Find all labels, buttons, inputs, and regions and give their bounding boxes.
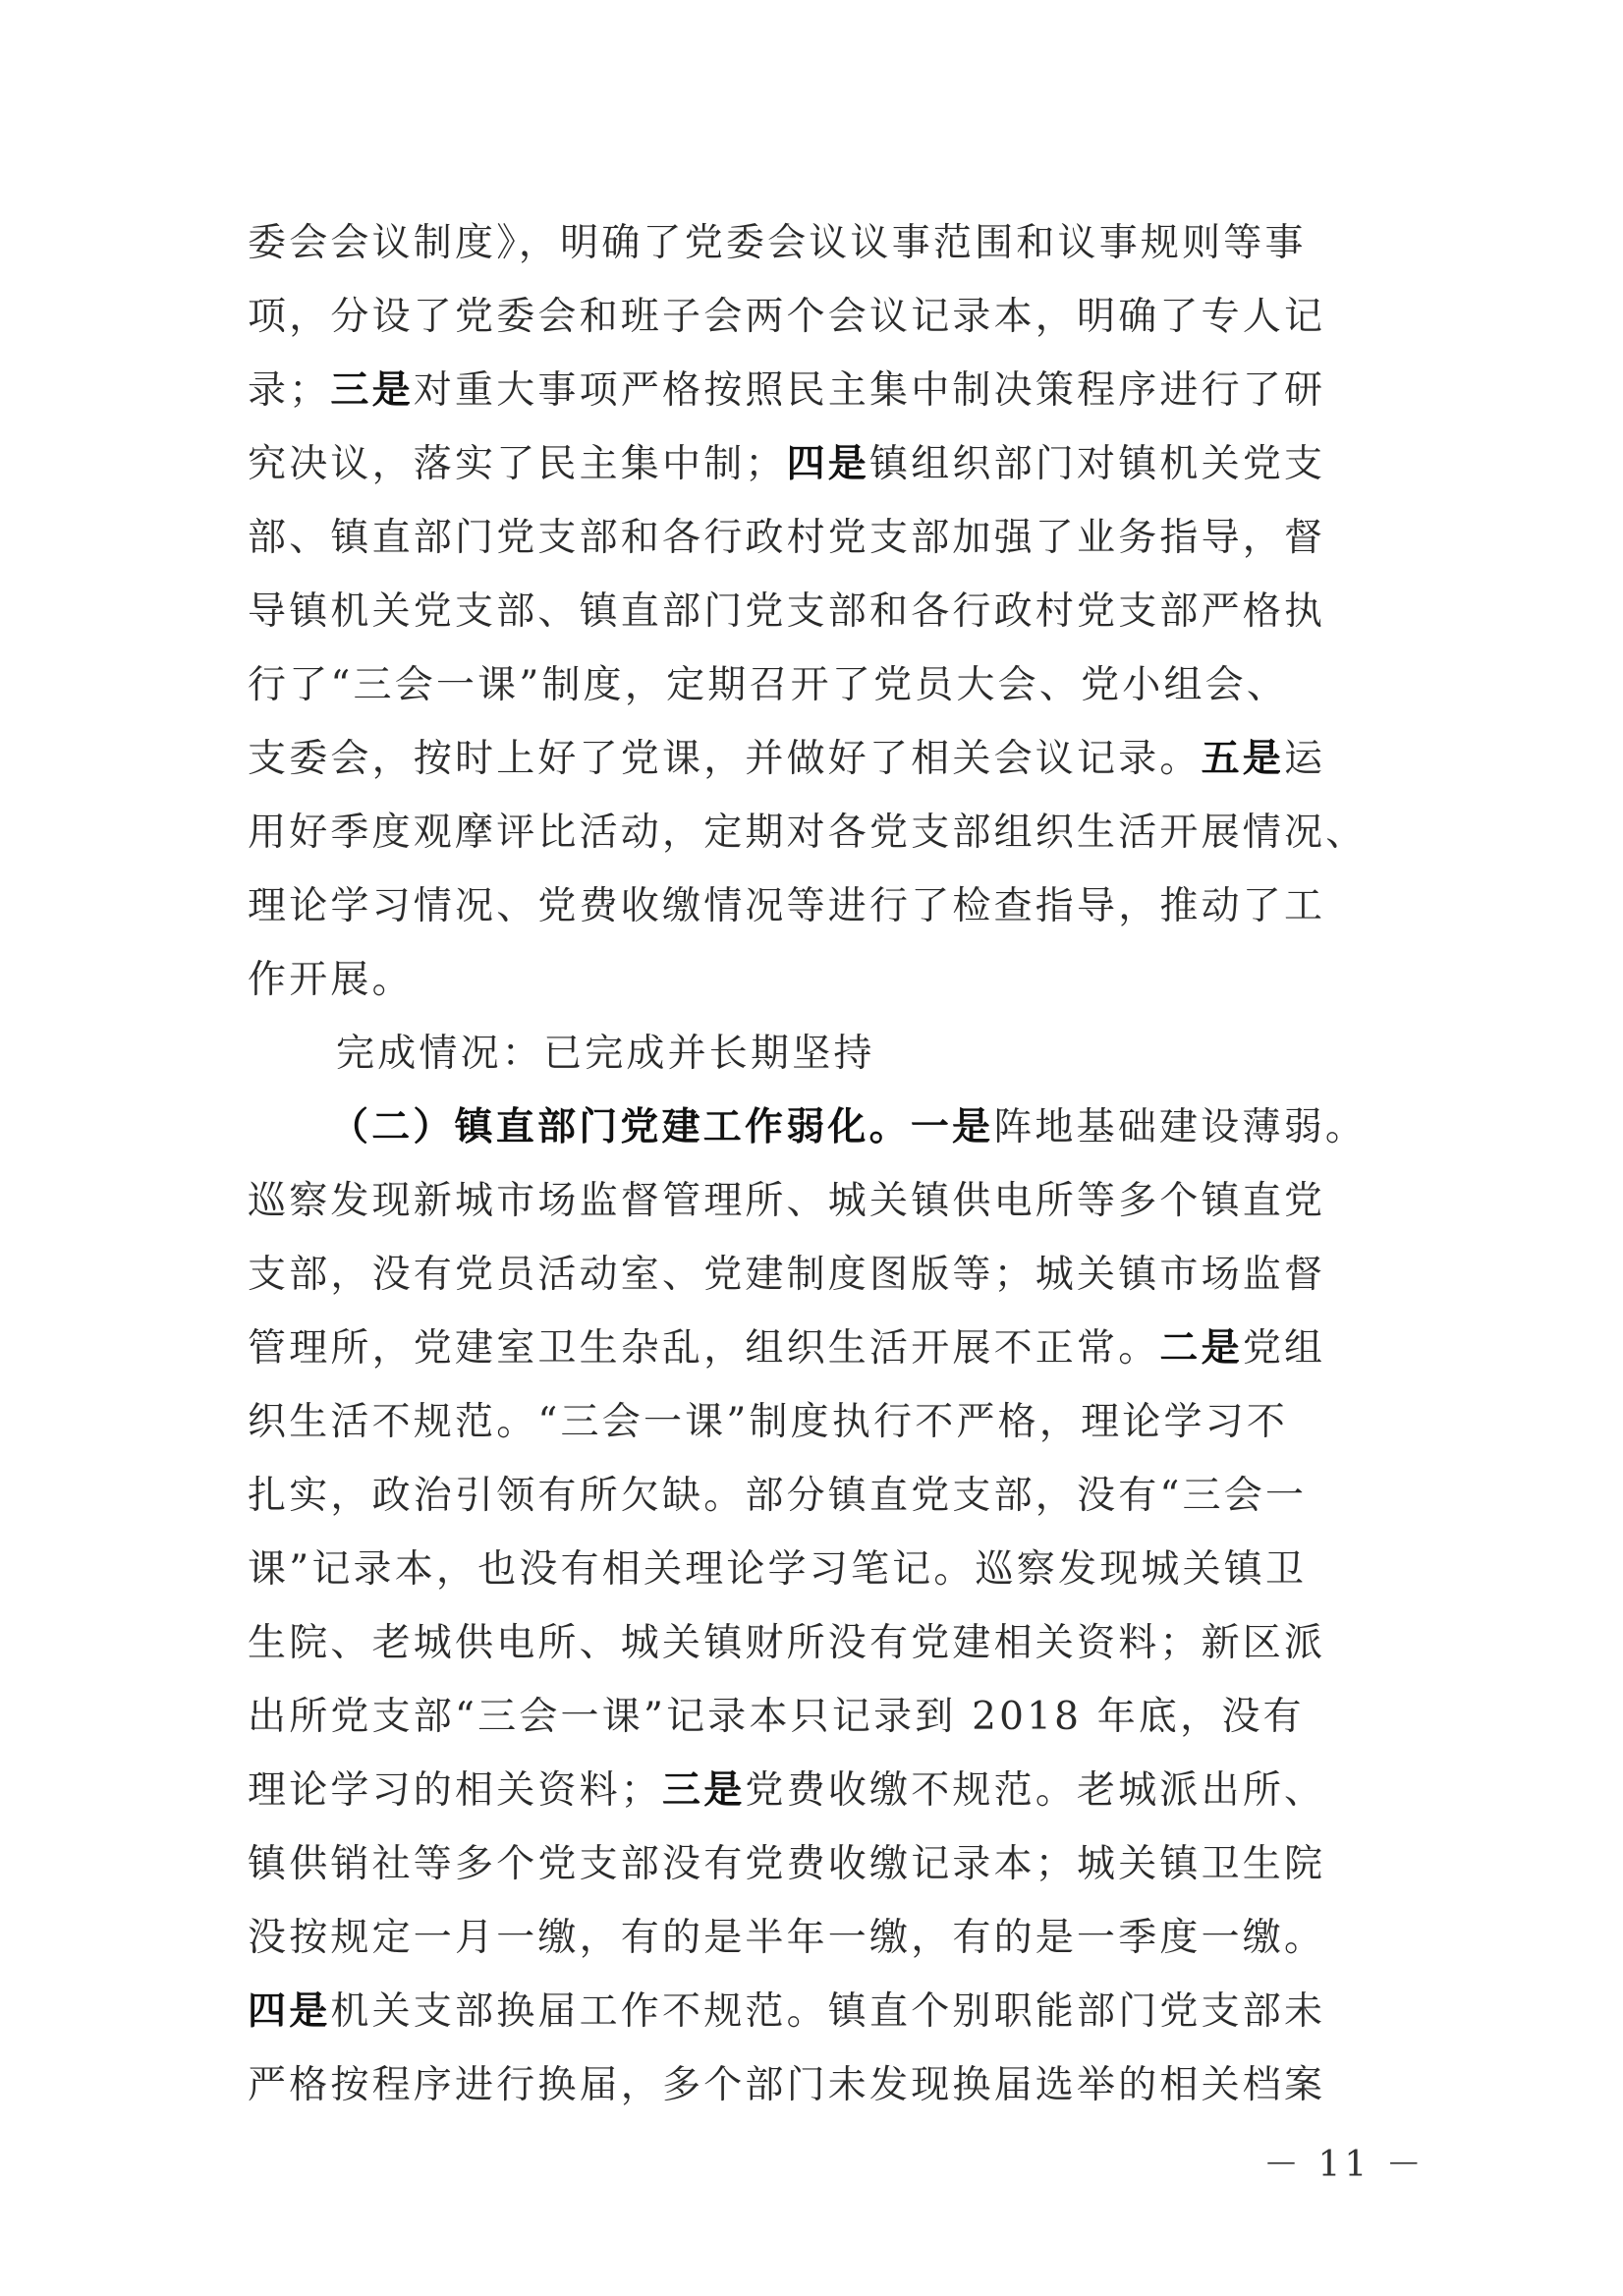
text-line [248, 869, 1387, 943]
text-line [248, 796, 1387, 869]
text-run: 对重大事项严格按照民主集中制决策程序进行了研 [413, 368, 1326, 413]
text-run: 管理所，党建室卫生杂乱，组织生活开展不正常。 [248, 1326, 1160, 1371]
text-run: 委会会议制度》，明确了党委会议议事范围和议事规则等事 [248, 221, 1307, 265]
text-run: 严格按程序进行换届，多个部门未发现换届选举的相关档案 [248, 2063, 1326, 2107]
text-line [248, 1680, 1387, 1754]
text-run: 支部，没有党员活动室、党建制度图版等；城关镇市场监督 [248, 1253, 1326, 1297]
text-run: 部、镇直部门党支部和各行政村党支部加强了业务指导，督 [248, 516, 1326, 560]
text-line [248, 1238, 1387, 1312]
text-run: 织生活不规范。“三会一课”制度执行不严格，理论学习不 [248, 1400, 1289, 1444]
text-run: 运 [1284, 737, 1326, 781]
text-run: 完成情况：已完成并长期坚持 [336, 1032, 875, 1076]
text-line [248, 2048, 1387, 2122]
text-line [248, 427, 1387, 501]
text-run: 支委会，按时上好了党课，并做好了相关会议记录。 [248, 737, 1202, 781]
bold-run: 一是 [910, 1104, 994, 1149]
text-line [248, 1533, 1387, 1606]
text-run: 党组 [1242, 1326, 1326, 1371]
text-run: 镇供销社等多个党支部没有党费收缴记录本；城关镇卫生院 [248, 1842, 1326, 1886]
bold-run: 五是 [1201, 736, 1285, 781]
text-line [248, 501, 1387, 575]
text-run: 生院、老城供电所、城关镇财所没有党建相关资料；新区派 [248, 1621, 1326, 1665]
text-run: 扎实，政治引领有所欠缺。部分镇直党支部，没有“三会一 [248, 1474, 1308, 1518]
text-line [248, 1312, 1387, 1385]
bold-run: 二是 [1159, 1325, 1243, 1371]
text-line [248, 354, 1387, 427]
text-run: 作开展。 [248, 958, 414, 1002]
text-line [248, 1017, 1387, 1091]
bold-run: 四是 [248, 1988, 331, 2034]
text-line [248, 1975, 1387, 2048]
text-line [248, 1091, 1387, 1164]
bold-run: 三是 [330, 367, 414, 413]
text-run: 项，分设了党委会和班子会两个会议记录本，明确了专人记 [248, 295, 1326, 339]
text-run: 巡察发现新城市场监督管理所、城关镇供电所等多个镇直党 [248, 1179, 1326, 1223]
text-line [248, 1754, 1387, 1827]
text-line [248, 1385, 1387, 1459]
text-line [248, 575, 1387, 648]
text-line [248, 1827, 1387, 1901]
text-run: 机关支部换届工作不规范。镇直个别职能部门党支部未 [330, 1989, 1326, 2034]
text-line [248, 1459, 1387, 1533]
text-run: 出所党支部“三会一课”记录本只记录到 2018 年底，没有 [248, 1695, 1305, 1739]
bold-run: （二）镇直部门党建工作弱化。 [330, 1104, 911, 1149]
text-run: 没按规定一月一缴，有的是半年一缴，有的是一季度一缴。 [248, 1916, 1326, 1960]
text-line [248, 1901, 1387, 1975]
text-run: 究决议，落实了民主集中制； [248, 442, 787, 486]
text-run: 阵地基础建设薄弱。 [993, 1105, 1368, 1149]
text-line [248, 1606, 1387, 1680]
text-run: 课”记录本，也没有相关理论学习笔记。巡察发现城关镇卫 [248, 1547, 1308, 1592]
text-run: 行了“三会一课”制度，定期召开了党员大会、党小组会、 [248, 663, 1289, 707]
text-line [248, 648, 1387, 722]
bold-run: 三是 [662, 1767, 746, 1813]
bold-run: 四是 [786, 441, 870, 486]
body-text [248, 206, 1387, 2122]
text-run: 理论学习情况、党费收缴情况等进行了检查指导，推动了工 [248, 884, 1326, 928]
text-run: 导镇机关党支部、镇直部门党支部和各行政村党支部严格执 [248, 589, 1326, 634]
text-run: 党费收缴不规范。老城派出所、 [745, 1768, 1326, 1813]
text-line [248, 1164, 1387, 1238]
text-line [248, 280, 1387, 354]
text-line [248, 206, 1387, 280]
text-run: 用好季度观摩评比活动，定期对各党支部组织生活开展情况、 [248, 811, 1368, 855]
text-line [248, 943, 1387, 1017]
text-run: 录； [248, 368, 331, 413]
page-number: － 11 － [1263, 2145, 1426, 2185]
text-run: 镇组织部门对镇机关党支 [869, 442, 1326, 486]
text-line [248, 722, 1387, 796]
text-run: 理论学习的相关资料； [248, 1768, 663, 1813]
